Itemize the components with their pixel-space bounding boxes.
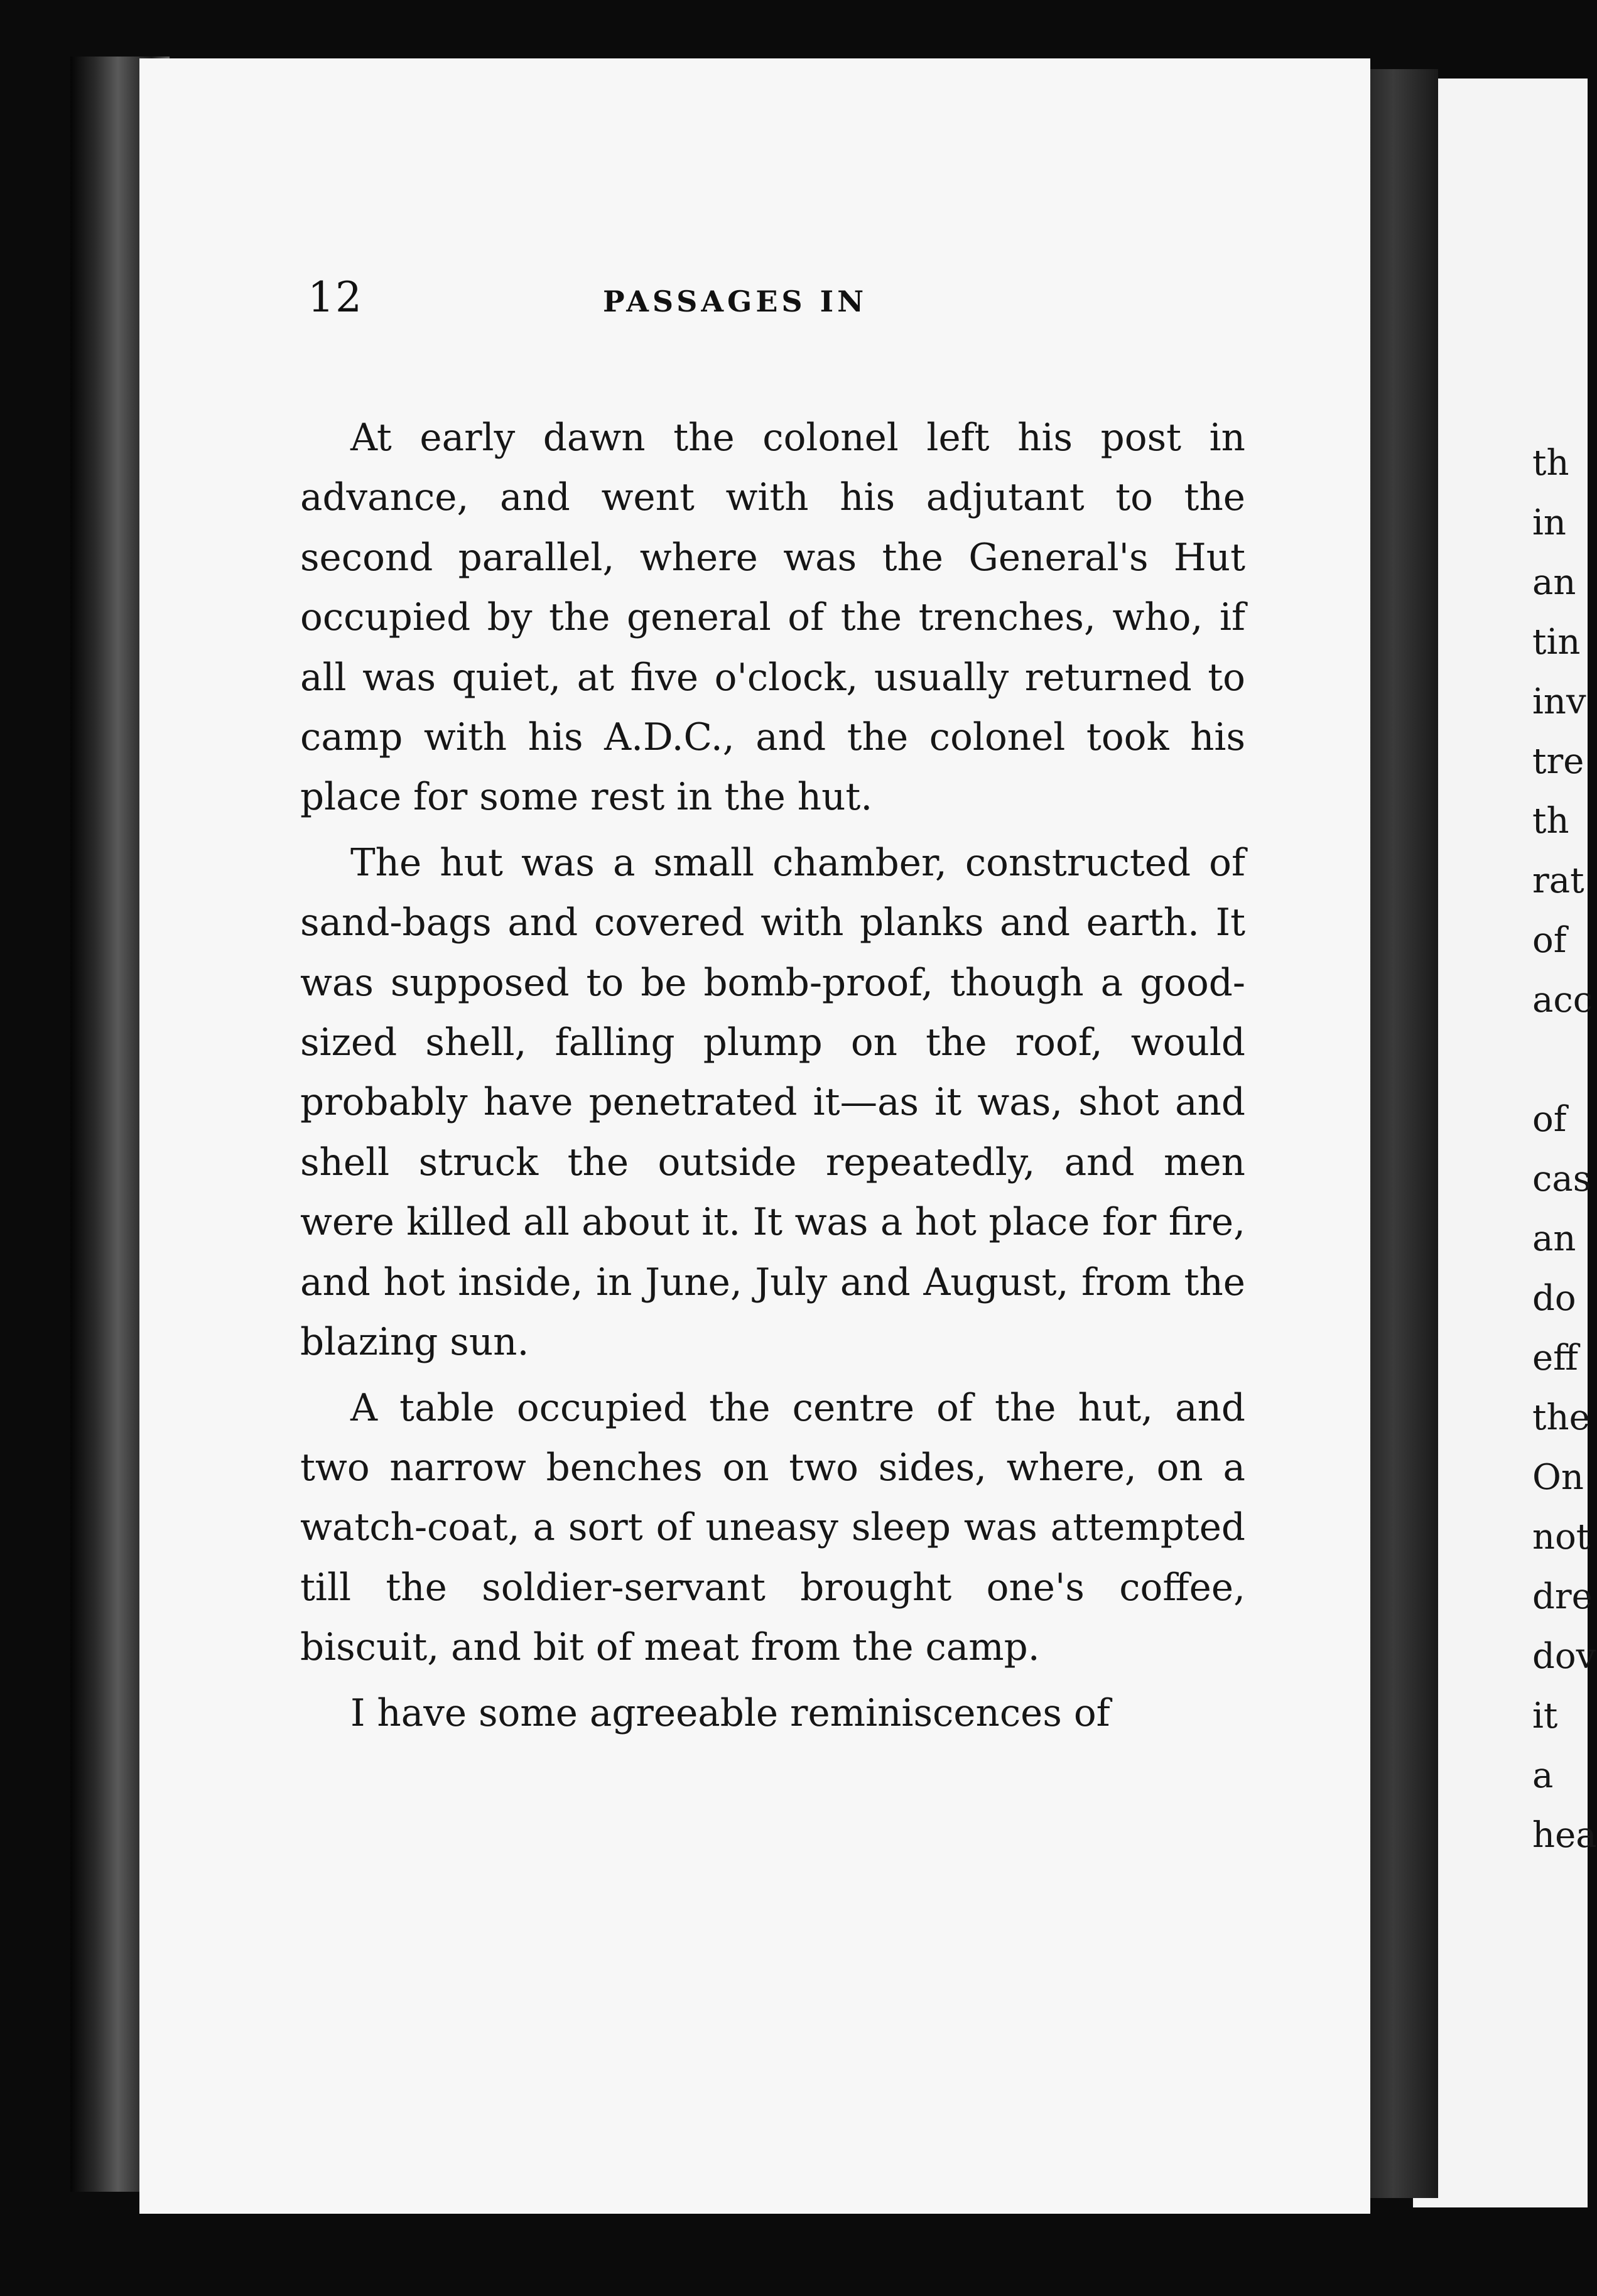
fragment-line: hea (1532, 1815, 1597, 1856)
page-header (308, 273, 1250, 336)
fragment-line: cas (1532, 1159, 1591, 1199)
fragment-line: an (1532, 1218, 1576, 1259)
fragment-line: of (1532, 1099, 1567, 1140)
paragraph: I have some agreeable reminiscences of (350, 1691, 1110, 1735)
paragraph: At early dawn the colonel left his post in advance, and went with his adjutant to the second parallel, where was the General's Hut occupied by the general of the trenches, who, if all was quiet, at five o'clock, usually returned to camp with his A.D.C., and the colonel took his place for some rest in the hut. (300, 416, 1245, 820)
fragment-line: th (1532, 801, 1569, 842)
fragment-line: th (1532, 443, 1569, 484)
fragment-line: the (1532, 1397, 1590, 1438)
fragment-line: of (1532, 920, 1567, 961)
fragment-line: in (1532, 502, 1566, 543)
fragment-line: dov (1532, 1636, 1596, 1677)
fragment-line: an (1532, 562, 1576, 603)
paragraph: A table occupied the centre of the hut, and two narrow benches on two sides, where, on a watch-coat, a sort of uneasy sleep was attempted till the soldier-servant brought one's coffee, biscuit, and bit of meat from the camp. (300, 1386, 1245, 1670)
fragment-line: not (1532, 1517, 1591, 1557)
fragment-line: rat (1532, 860, 1584, 901)
fragment-line: acc (1532, 980, 1593, 1021)
fragment-gap (1532, 1030, 1588, 1090)
paragraph: The hut was a small chamber, constructed of sand-bags and covered with planks and earth. It was supposed to be bomb-proof, though a good-sized shell, falling plump on the roof, would probably have penetrated it—as it was, shot and shell struck the outside repeatedly, and men were killed all about it. It was a hot place for fire, and hot inside, in June, July and August, from the blazing sun. (300, 841, 1245, 1365)
fragment-line: dre (1532, 1576, 1593, 1617)
body-text (300, 408, 1245, 1749)
fragment-line: it (1532, 1696, 1558, 1736)
running-head: PASSAGES IN (603, 284, 868, 318)
fragment-line: a (1532, 1755, 1554, 1796)
fragment-line: On (1532, 1457, 1584, 1498)
fragment-line: do (1532, 1278, 1576, 1319)
page-number: 12 (308, 273, 363, 322)
fragment-line: eff (1532, 1338, 1578, 1378)
fragment-line: tin (1532, 622, 1581, 663)
fragment-line: tre (1532, 741, 1584, 782)
facing-page-text-fragments (1532, 433, 1597, 1909)
fragment-line: inv (1532, 681, 1586, 722)
